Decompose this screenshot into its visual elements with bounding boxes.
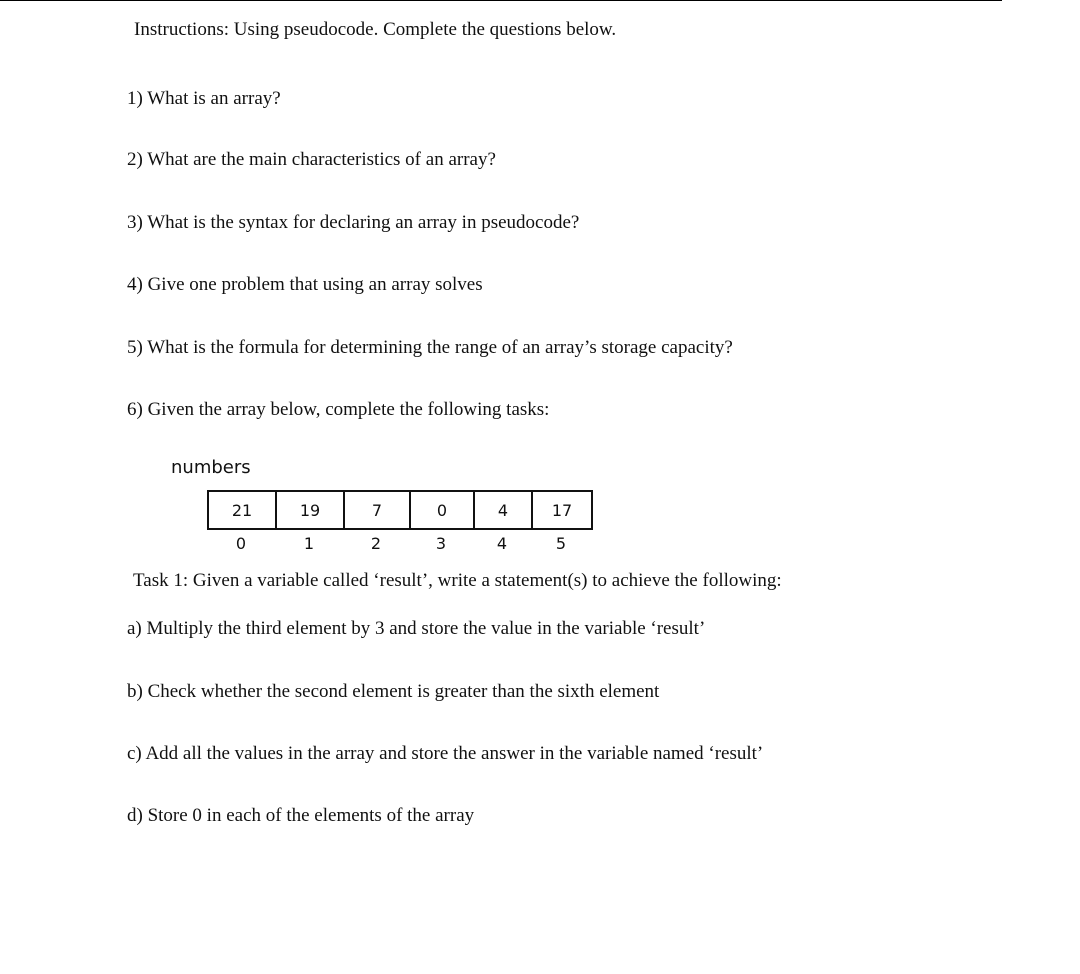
task-title: Task 1: Given a variable called ‘result’, write a statement(s) to achieve the following:	[133, 570, 782, 591]
task-item-d: d) Store 0 in each of the elements of the array	[127, 805, 475, 826]
array-index: 4	[496, 533, 508, 553]
array-cell: 21	[209, 492, 277, 528]
array-index: 1	[303, 533, 315, 553]
array-index: 5	[555, 533, 567, 553]
array-cell: 17	[533, 492, 593, 528]
array-diagram	[207, 490, 593, 530]
question-1: 1) What is an array?	[127, 88, 281, 109]
instructions-text: Instructions: Using pseudocode. Complete the questions below.	[134, 19, 617, 40]
array-cell: 19	[277, 492, 345, 528]
question-5: 5) What is the formula for determining the range of an array’s storage capacity?	[127, 337, 733, 358]
task-item-c: c) Add all the values in the array and store the answer in the variable named ‘result’	[127, 743, 764, 764]
array-index: 3	[435, 533, 447, 553]
array-index-row	[207, 532, 591, 554]
array-cell: 7	[345, 492, 411, 528]
top-rule	[0, 0, 1002, 1]
question-6: 6) Given the array below, complete the following tasks:	[127, 399, 550, 420]
question-2: 2) What are the main characteristics of an array?	[127, 149, 496, 170]
array-index: 2	[370, 533, 382, 553]
array-name-label: numbers	[171, 457, 251, 478]
task-item-a: a) Multiply the third element by 3 and store the value in the variable ‘result’	[127, 618, 706, 639]
question-3: 3) What is the syntax for declaring an array in pseudocode?	[127, 212, 580, 233]
array-cell: 4	[475, 492, 533, 528]
task-item-b: b) Check whether the second element is greater than the sixth element	[127, 681, 660, 702]
array-index: 0	[235, 533, 247, 553]
array-cell: 0	[411, 492, 475, 528]
question-4: 4) Give one problem that using an array solves	[127, 274, 483, 295]
